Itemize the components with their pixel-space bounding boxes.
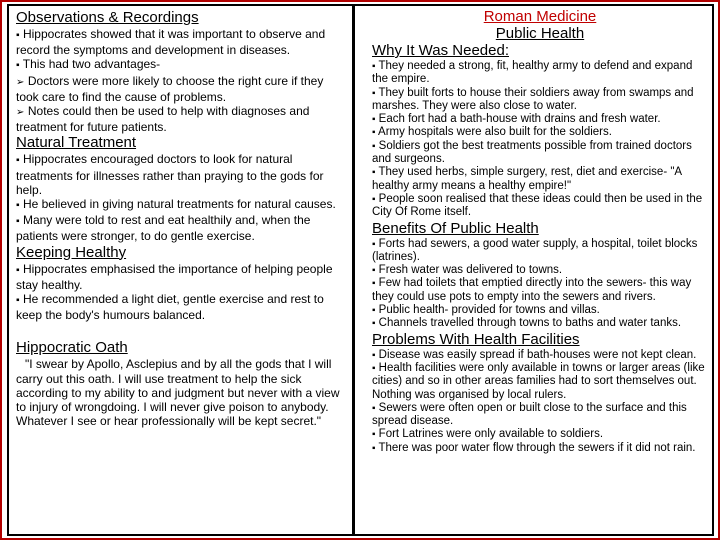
bullet-text: This had two advantages-: [19, 57, 161, 72]
bullet-item: [16, 152, 346, 197]
bullet-text: Disease was easily spread if bath-houses were not kept clean.: [375, 348, 697, 361]
bullet-item: [16, 57, 346, 73]
bullet-item: [372, 304, 708, 317]
marker-square-icon: ▪: [372, 114, 376, 126]
bullet-item: [372, 317, 708, 330]
bullet-item: [372, 166, 708, 193]
marker-square-icon: ▪: [372, 318, 376, 330]
bullet-item: [372, 87, 708, 114]
marker-square-icon: ▪: [16, 200, 20, 212]
bullet-text: He recommended a light diet, gentle exercise and rest to keep the body's humours balanced.: [16, 292, 324, 323]
marker-square-icon: ▪: [372, 61, 376, 72]
bullet-text: Few had toilets that emptied directly into the sewers- this way they could use pots to empty into the sewers and rivers.: [372, 277, 692, 303]
marker-square-icon: ▪: [16, 30, 20, 41]
marker-square-icon: ▪: [372, 87, 376, 99]
marker-arrow-icon: ➢: [16, 76, 25, 88]
bullet-item: [372, 264, 708, 277]
bullet-text: Many were told to rest and eat healthily and, when the patients were stronger, to do gentle exercise.: [16, 213, 311, 244]
bullet-text: They needed a strong, fit, healthy army to defend and expand the empire.: [372, 60, 693, 86]
bullet-item: [372, 349, 708, 362]
oath-quote: "I swear by Apollo, Asclepius and by all the gods that I will carry out this oath. I will use treatment to help the sick according to my ability to and judgment but never with a view to injury of wrongdoing. I will never give poison to anybody. Whatever I see or hear professionally will be kept secret.": [16, 357, 340, 429]
bullet-item: [372, 60, 708, 87]
bullet-item: [372, 113, 708, 126]
bullet-item: [16, 262, 346, 292]
bullet-text: Soldiers got the best treatments possible from trained doctors and surgeons.: [372, 139, 692, 166]
bullet-text: He believed in giving natural treatments for natural causes.: [19, 197, 336, 212]
section-heading: Keeping Healthy: [16, 243, 127, 261]
bullet-text: They built forts to house their soldiers away from swamps and marshes. They were also close to water.: [372, 86, 694, 112]
bullet-text: Doctors were more likely to choose the right cure if they took care to find the cause of problems.: [16, 73, 324, 104]
section-heading: Observations & Recordings: [16, 9, 199, 26]
marker-square-icon: ▪: [372, 305, 376, 317]
bullet-item: [372, 402, 708, 429]
bullet-text: Fort Latrines were only available to soldiers.: [375, 428, 604, 441]
marker-square-icon: ▪: [372, 140, 376, 152]
bullet-item: [16, 27, 346, 57]
bullet-text: Channels travelled through towns to baths and water tanks.: [375, 317, 682, 330]
slide-subtitle: Public Health: [495, 24, 585, 42]
bullet-text: Each fort had a bath-house with drains and fresh water.: [375, 113, 661, 126]
marker-square-icon: ▪: [16, 60, 20, 72]
bullet-text: Army hospitals were also built for the soldiers.: [375, 126, 612, 139]
slide-title: Roman Medicine: [483, 8, 597, 25]
marker-square-icon: ▪: [372, 362, 376, 374]
bullet-item: [16, 104, 346, 134]
bullet-item: [372, 140, 708, 167]
bullet-text: Forts had sewers, a good water supply, a hospital, toilet blocks (latrines).: [372, 237, 698, 263]
section-heading: Hippocratic Oath: [16, 339, 128, 357]
content-box: [7, 4, 714, 536]
section-heading: Why It Was Needed:: [372, 42, 509, 59]
marker-square-icon: ▪: [372, 442, 376, 454]
bullet-text: Public health- provided for towns and villas.: [375, 304, 600, 317]
section-heading: Problems With Health Facilities: [372, 330, 580, 348]
marker-square-icon: ▪: [372, 238, 376, 250]
marker-square-icon: ▪: [372, 265, 376, 277]
marker-square-icon: ▪: [372, 167, 376, 179]
marker-square-icon: ▪: [372, 429, 376, 441]
bullet-text: Hippocrates encouraged doctors to look for natural treatments for illnesses rather than praying to the gods for help.: [16, 152, 324, 197]
marker-square-icon: ▪: [372, 278, 376, 290]
bullet-item: [372, 277, 708, 304]
marker-square-icon: ▪: [16, 264, 20, 276]
section-heading: Benefits Of Public Health: [372, 219, 539, 237]
bullet-text: Notes could then be used to help with diagnoses and treatment for future patients.: [16, 104, 310, 135]
marker-square-icon: ▪: [16, 155, 20, 167]
bullet-item: [372, 126, 708, 139]
bullet-text: Sewers were often open or built close to the surface and this spread disease.: [372, 401, 687, 428]
marker-square-icon: ▪: [372, 193, 376, 205]
bullet-text: People soon realised that these ideas could then be used in the City Of Rome itself.: [372, 192, 703, 219]
bullet-text: They used herbs, simple surgery, rest, diet and exercise- "A healthy army means a healthy empire!": [372, 166, 682, 192]
bullet-text: There was poor water flow through the sewers if it did not rain.: [375, 441, 696, 454]
bullet-item: [372, 428, 708, 441]
bullet-item: [372, 238, 708, 265]
marker-square-icon: ▪: [372, 349, 376, 361]
right-text-box: [355, 6, 712, 534]
bullet-text: Hippocrates emphasised the importance of helping people stay healthy.: [16, 261, 333, 292]
left-text-box: [9, 6, 355, 534]
bullet-text: Health facilities were only available in towns or larger areas (like cities) and so in other areas families had to sort themselves out. Nothing was organised by local rulers.: [372, 361, 705, 401]
bullet-item: [372, 442, 708, 455]
bullet-item: [16, 74, 346, 104]
bullet-item: [16, 197, 346, 213]
section-heading: Natural Treatment: [16, 134, 137, 152]
marker-square-icon: ▪: [16, 216, 20, 228]
marker-square-icon: ▪: [16, 295, 20, 307]
bullet-text: Hippocrates showed that it was important to observe and record the symptoms and development in diseases.: [16, 27, 326, 58]
bullet-item: [372, 193, 708, 220]
bullet-item: [372, 362, 708, 402]
bullet-item: [16, 213, 346, 243]
marker-square-icon: ▪: [372, 402, 376, 414]
bullet-item: [16, 292, 346, 322]
marker-arrow-icon: ➢: [16, 107, 25, 119]
bullet-text: Fresh water was delivered to towns.: [375, 264, 563, 277]
marker-square-icon: ▪: [372, 127, 376, 139]
